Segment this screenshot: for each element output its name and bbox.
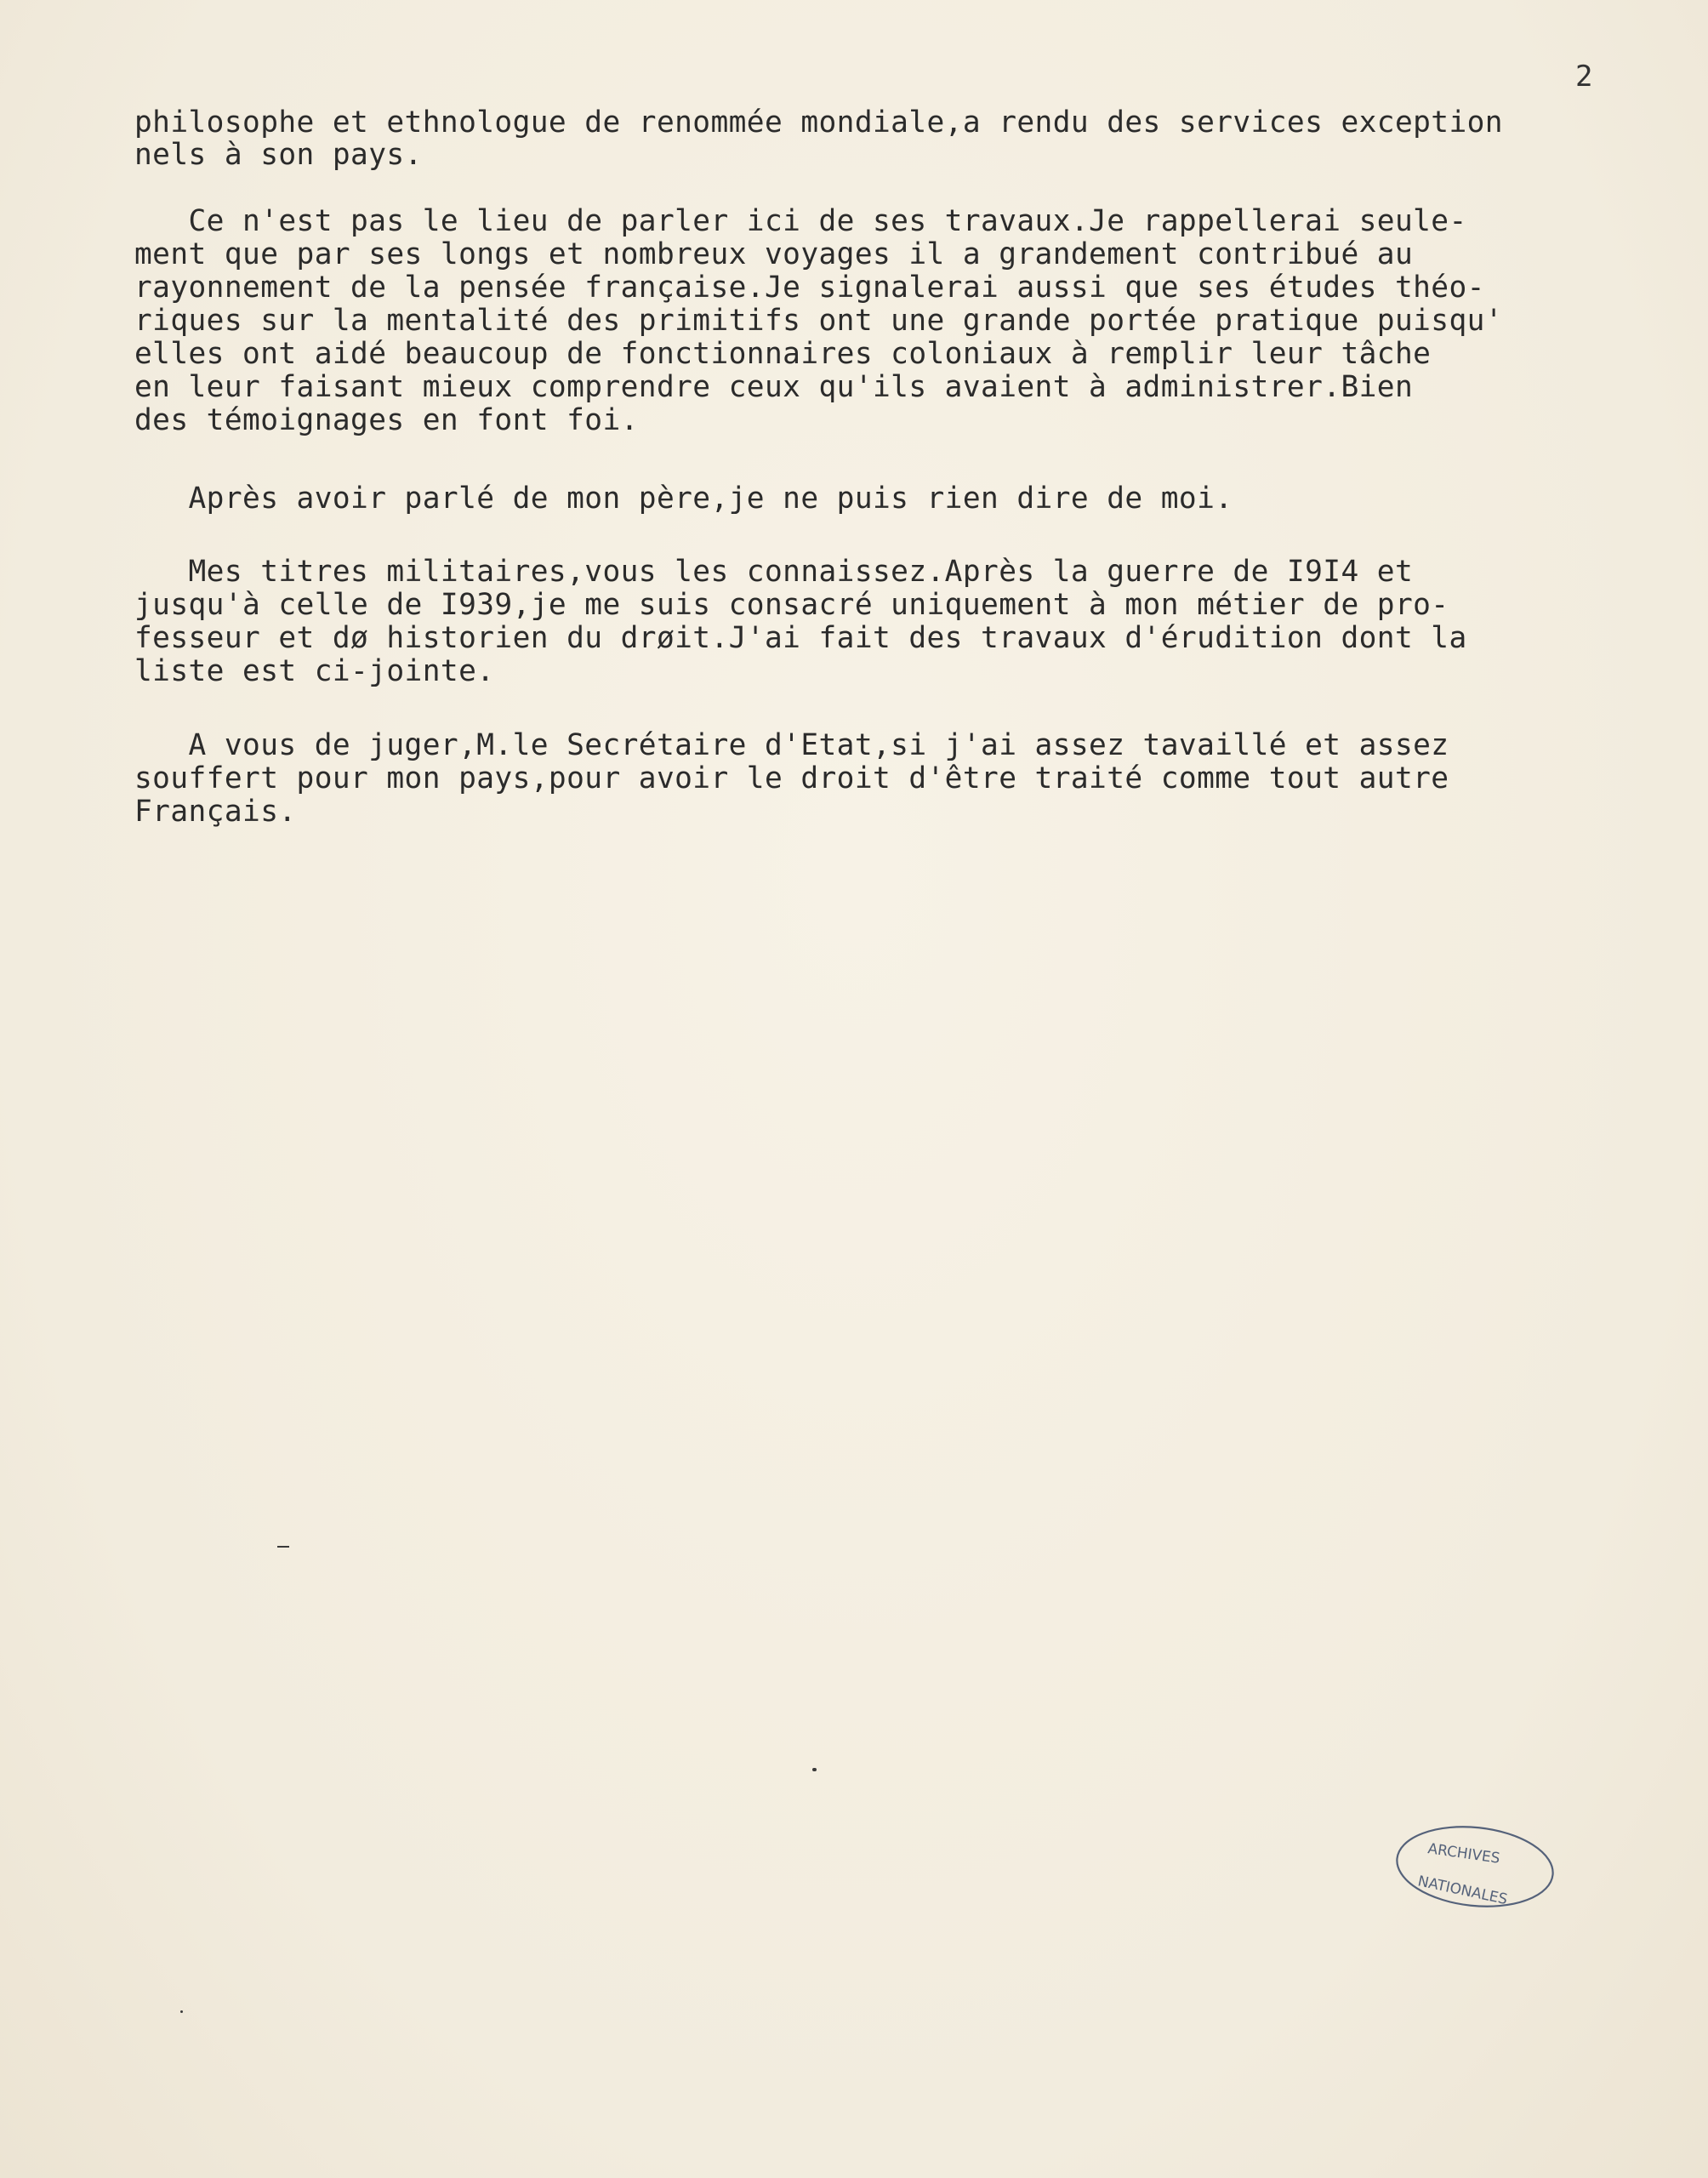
text-line: souffert pour mon pays,pour avoir le droit d'être traité comme tout autre: [134, 761, 1449, 795]
text-line: liste est ci-jointe.: [134, 654, 495, 688]
text-line: nels à son pays.: [134, 138, 423, 172]
text-line: des témoignages en font foi.: [134, 403, 639, 437]
page-number: 2: [1575, 60, 1593, 94]
text-line: en leur faisant mieux comprendre ceux qu'ils avaient à administrer.Bien: [134, 370, 1414, 404]
text-line: riques sur la mentalité des primitifs ont une grande portée pratique puisqu': [134, 304, 1503, 338]
archives-nationales-stamp: [1392, 1821, 1558, 1909]
stamp-graphic: [1392, 1821, 1558, 1909]
text-line: ment que par ses longs et nombreux voyages il a grandement contribué au: [134, 237, 1414, 271]
ink-speck: [812, 1768, 817, 1771]
text-line: A vous de juger,M.le Secrétaire d'Etat,si j'ai assez tavaillé et assez: [134, 728, 1449, 762]
text-line: fesseur et dø historien du drøit.J'ai fait des travaux d'érudition dont la: [134, 621, 1467, 655]
ink-speck: [277, 1546, 289, 1548]
text-line: rayonnement de la pensée française.Je signalerai aussi que ses études théo-: [134, 271, 1485, 305]
text-line: Français.: [134, 795, 297, 829]
text-line: jusqu'à celle de I939,je me suis consacré uniquement à mon métier de pro-: [134, 588, 1449, 622]
stamp-bottom-text: NATIONALES: [1415, 1873, 1509, 1909]
text-line: Après avoir parlé de mon père,je ne puis rien dire de moi.: [134, 482, 1233, 516]
text-line: Ce n'est pas le lieu de parler ici de ses travaux.Je rappellerai seule-: [134, 204, 1467, 238]
text-line: elles ont aidé beaucoup de fonctionnaires coloniaux à remplir leur tâche: [134, 337, 1432, 371]
stamp-top-text: ARCHIVES: [1426, 1840, 1501, 1867]
text-line: philosophe et ethnologue de renommée mondiale,a rendu des services exception: [134, 105, 1503, 140]
ink-speck: [180, 2010, 183, 2013]
text-line: Mes titres militaires,vous les connaissez.Après la guerre de I9I4 et: [134, 555, 1414, 589]
